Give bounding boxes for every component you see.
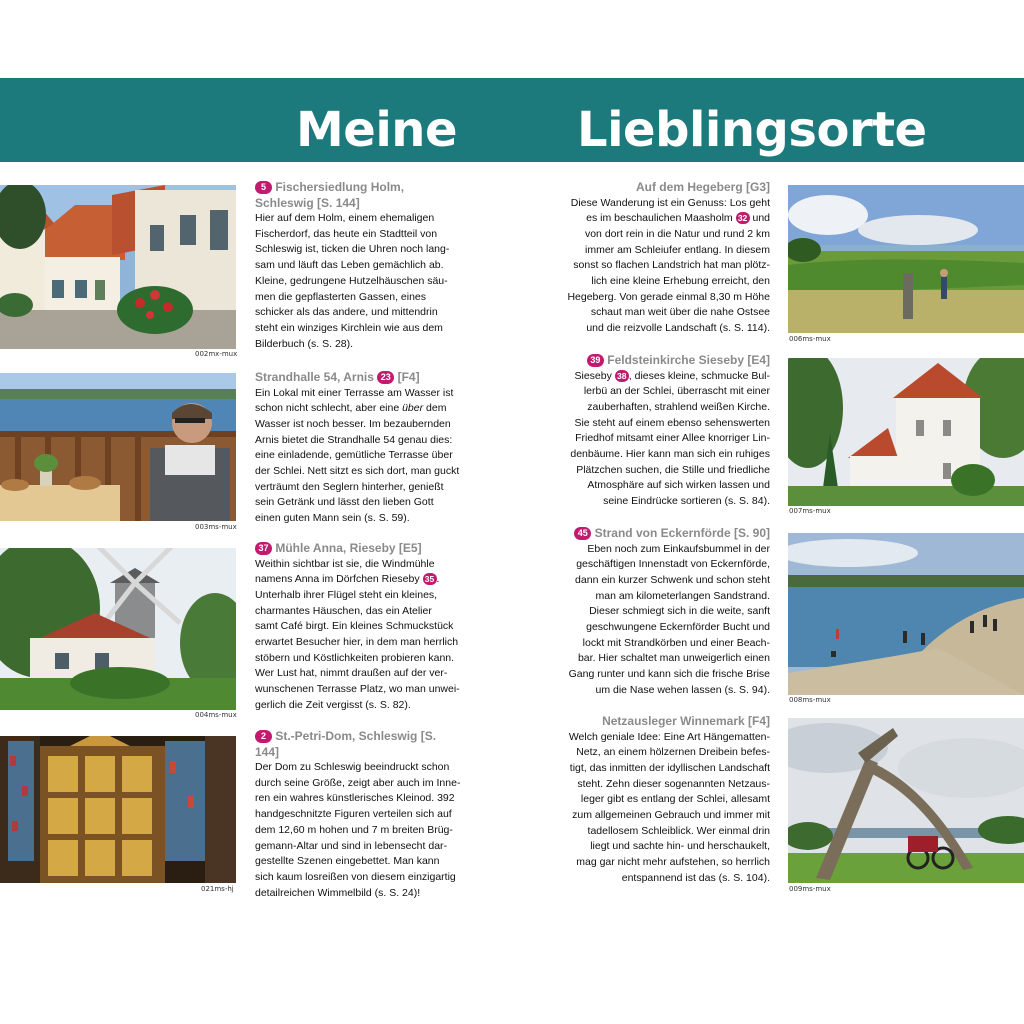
photo-credit: 021ms-hj	[201, 885, 234, 893]
photo-st-petri-dom	[0, 736, 236, 883]
body-line: zauberhaften, strahlend weißen Kirche.	[587, 400, 770, 413]
body-line: gerlich die Zeit vergisst (s. S. 82).	[255, 698, 411, 711]
poi-number-badge: 37	[255, 542, 272, 555]
body-line: sam und läuft das Leben gemächlich ab.	[255, 259, 444, 272]
body-line: tigt, das inmitten der idyllischen Landschaft	[569, 761, 770, 774]
body-line: Fischerdorf, das heute ein Stadtteil von	[255, 227, 438, 240]
body-line: eine einladende, gemütliche Terrasse über	[255, 449, 453, 462]
body-line: geschwungene Eckernförder Bucht und	[586, 621, 770, 634]
poi-number-badge: 39	[587, 354, 604, 367]
body-line: schicker als das andere, und mittendrin	[255, 306, 438, 319]
entry-title: Fischersiedlung Holm,	[275, 180, 405, 194]
entry-fischersiedlung-holm	[255, 180, 455, 352]
body-line: Unterhalb ihrer Flügel steht ein kleines,	[255, 588, 438, 601]
body-line: stöbern und Köstlichkeiten probieren kann.	[255, 651, 455, 664]
body-line: lich eine kleine Erhebung erreicht, den	[591, 275, 770, 288]
body-text: es im beschaulichen Maasholm	[586, 212, 736, 225]
body-line: geschäftigen Innenstadt von Eckernförde,	[576, 558, 770, 571]
entry-title: Feldsteinkirche Sieseby [E4]	[607, 353, 770, 367]
body-line: der Schlei. Nett sitzt es sich dort, man guckt	[255, 465, 460, 478]
photo-credit: 009ms-mux	[789, 885, 831, 893]
entry-body	[560, 196, 770, 337]
photo-muehle-anna	[0, 548, 236, 710]
body-line: samt Café birgt. Ein kleines Schmuckstück	[255, 620, 454, 633]
photo-credit: 007ms-mux	[789, 507, 831, 515]
entry-title: Strandhalle 54, Arnis	[255, 370, 378, 384]
body-text: und	[749, 212, 770, 225]
body-line: schaut man weit über die nahe Ostsee	[590, 306, 770, 319]
body-line: liegt und sachte hin- und herschaukelt,	[590, 840, 770, 853]
body-line: Gang runter und kann sich die frische Brise	[568, 668, 770, 681]
body-line: dem 12,60 m hohen und 7 m breiten Brüg-	[255, 823, 453, 836]
entry-netzausleger	[560, 714, 770, 887]
body-line: Dieser schmiegt sich in die weite, sanft	[589, 605, 770, 618]
entry-st-petri-dom	[255, 729, 460, 901]
body-line: lerbü an der Schlei, überrascht mit einer	[583, 385, 770, 398]
poi-number-badge: 32	[736, 212, 750, 224]
poi-number-badge: 45	[574, 527, 591, 540]
photo-credit: 008ms-mux	[789, 696, 831, 704]
entry-body	[560, 369, 770, 510]
entry-title-suffix: [F4]	[394, 370, 420, 384]
body-line: um die Nase wehen lassen (s. S. 94).	[595, 683, 770, 696]
entry-heading	[560, 353, 770, 369]
body-text: dem	[423, 402, 447, 415]
poi-number-badge: 2	[255, 730, 272, 743]
entry-title: Auf dem Hegeberg [G3]	[635, 180, 770, 194]
body-line: Bilderbuch (s. S. 28).	[255, 337, 354, 350]
entry-muehle-anna	[255, 541, 460, 714]
body-text: schon nicht schlecht, aber eine	[255, 402, 403, 415]
entry-feldsteinkirche	[560, 353, 770, 510]
entry-title: Netzausleger Winnemark [F4]	[602, 714, 770, 728]
body-line: Eben noch zum Einkaufsbummel in der	[587, 542, 770, 555]
body-line: Atmosphäre auf sich wirken lassen und	[587, 479, 770, 492]
body-line: Ein Lokal mit einer Terrasse am Wasser ist	[255, 386, 454, 399]
body-line: ren ein wahres künstlerisches Kleinod. 392	[255, 792, 455, 805]
entry-strandhalle-arnis	[255, 370, 460, 527]
body-emphasis: über	[402, 402, 424, 415]
body-line: Plätzchen suchen, die Stille und friedliche	[576, 463, 770, 476]
body-line: gemann-Altar und sind in lebensecht dar-	[255, 839, 448, 852]
body-line: man am kilometerlangen Sandstrand.	[595, 589, 770, 602]
entry-heading	[255, 180, 455, 211]
photo-credit: 004ms-mux	[195, 711, 237, 719]
body-line: Sie steht auf einem ebenso sehenswerten	[574, 416, 770, 429]
body-line	[255, 572, 460, 588]
title-word-right: Lieblingsorte	[577, 102, 927, 158]
entry-body	[255, 386, 460, 527]
photo-strandhalle-arnis	[0, 373, 236, 521]
entry-heading	[255, 370, 460, 386]
entry-title: St.-Petri-Dom, Schleswig [S. 144]	[255, 729, 437, 759]
body-line: sich kaum losreißen von diesem einzigartig	[255, 870, 456, 883]
body-line: tadellosem Schleiblick. Wer einmal drin	[587, 824, 770, 837]
body-text: Sieseby	[574, 369, 615, 382]
body-line: Der Dom zu Schleswig beeindruckt schon	[255, 761, 450, 773]
body-line: gestellte Szenen eingebettet. Man kann	[255, 855, 440, 868]
body-line: von dort rein in die Natur und rund 2 km	[584, 227, 770, 240]
body-line: Friedhof mitsamt einer Allee knorriger Lin-	[575, 432, 770, 445]
body-line: immer am Schleiufer entlang. In diesem	[585, 243, 770, 256]
entry-heading	[560, 180, 770, 196]
entry-body	[560, 542, 770, 699]
body-line: wunschenen Terrasse Platz, wo man unwei-	[255, 683, 460, 696]
body-line: Wer Lust hat, nimmt draußen auf der ver-	[255, 667, 448, 680]
body-line: Diese Wanderung ist ein Genuss: Los geht	[570, 196, 770, 209]
poi-number-badge: 5	[255, 181, 272, 194]
photo-feldsteinkirche	[788, 358, 1024, 506]
body-line: zum allgemeinen Gebrauch und immer mit	[572, 809, 770, 822]
poi-number-badge: 23	[377, 371, 394, 384]
entry-body	[255, 211, 455, 352]
body-line: erwartet Besucher hier, in dem man herrlich	[255, 636, 459, 649]
body-line: lockt mit Strandkörben und einer Beach-	[582, 636, 770, 649]
photo-credit: 002mx-mux	[195, 350, 238, 358]
body-line: Wasser ist noch besser. Im bezaubernden	[255, 417, 451, 430]
photo-fischersiedlung-holm	[0, 185, 236, 349]
body-line: Schleswig ist, ticken die Uhren noch lang-	[255, 243, 450, 256]
entry-title: Strand von Eckernförde [S. 90]	[594, 526, 770, 540]
body-line: Welch geniale Idee: Eine Art Hängematten-	[568, 730, 770, 743]
body-line	[560, 369, 770, 385]
body-line: Arnis bietet die Strandhalle 54 genau dies:	[255, 433, 453, 446]
body-line: Hier auf dem Holm, einem ehemaligen	[255, 212, 435, 224]
photo-credit: 006ms-mux	[789, 335, 831, 343]
title-word-left: Meine	[296, 102, 457, 158]
body-line: und die reizvolle Landschaft (s. S. 114).	[586, 322, 770, 335]
body-line: steht ein winziges Kirchlein wie aus dem	[255, 321, 443, 334]
body-line: Weithin sichtbar ist sie, die Windmühle	[255, 557, 435, 570]
photo-hegeberg	[788, 185, 1024, 333]
photo-netzausleger	[788, 718, 1024, 883]
entry-heading	[255, 729, 460, 760]
body-line: einen guten Mann sein (s. S. 59).	[255, 512, 410, 525]
body-line	[560, 211, 770, 227]
body-line: sonst so flachen Landstrich hat man plötz-	[573, 259, 770, 272]
body-line: verträumt den Seglern hinterher, genießt	[255, 480, 444, 493]
body-line: men die gepflasterten Gassen, eines	[255, 290, 427, 303]
body-line: handgeschnitzte Figuren verteilen sich auf	[255, 808, 452, 821]
entry-body	[255, 760, 460, 901]
body-line: leger gibt es entlang der Schlei, allesamt	[580, 793, 770, 806]
entry-body	[255, 557, 460, 714]
entry-heading	[255, 541, 460, 557]
body-line	[255, 401, 460, 417]
body-line: durch seine Größe, zeigt aber auch im Inne-	[255, 776, 461, 789]
photo-credit: 003ms-mux	[195, 523, 237, 531]
title-banner	[0, 78, 1024, 162]
body-line: charmantes Häuschen, das ein Atelier	[255, 604, 432, 617]
entry-heading	[560, 526, 770, 542]
body-line: sein Getränk und lässt den lieben Gott	[255, 496, 434, 509]
entry-title: Mühle Anna, Rieseby [E5]	[275, 541, 422, 555]
body-text: , dieses kleine, schmucke Bul-	[628, 369, 770, 382]
body-line: Netz, an einem hölzernen Dreibein befes-	[576, 746, 770, 759]
entry-title-line2: Schleswig [S. 144]	[255, 195, 360, 210]
body-text: namens Anna im Dörfchen Rieseby	[255, 573, 423, 586]
poi-number-badge: 35	[423, 573, 437, 585]
entry-body	[560, 730, 770, 887]
body-text: .	[436, 573, 440, 586]
body-line: denbäume. Hier kann man sich ein ruhiges	[570, 448, 770, 461]
body-line: Hegeberg. Von gerade einmal 8,30 m Höhe	[567, 290, 770, 303]
body-line: entspannend ist das (s. S. 104).	[621, 871, 770, 884]
body-line: mag gar nicht mehr aufstehen, so herrlich	[576, 856, 770, 869]
entry-strand-eckernfoerde	[560, 526, 770, 699]
poi-number-badge: 38	[615, 370, 629, 382]
body-line: seine Eindrücke sortieren (s. S. 84).	[603, 495, 770, 508]
body-line: Kleine, gedrungene Hutzelhäuschen säu-	[255, 274, 448, 287]
body-line: detailreichen Wimmelbild (s. S. 24)!	[255, 886, 421, 899]
body-line: dann ein kurzer Schwenk und schon steht	[575, 573, 770, 586]
body-line: bar. Hier schaltet man unweigerlich einen	[577, 652, 770, 665]
photo-strand-eckernfoerde	[788, 533, 1024, 695]
entry-hegeberg	[560, 180, 770, 337]
entry-heading	[560, 714, 770, 730]
body-line: steht. Zehn dieser sogenannten Netzaus-	[577, 777, 770, 790]
